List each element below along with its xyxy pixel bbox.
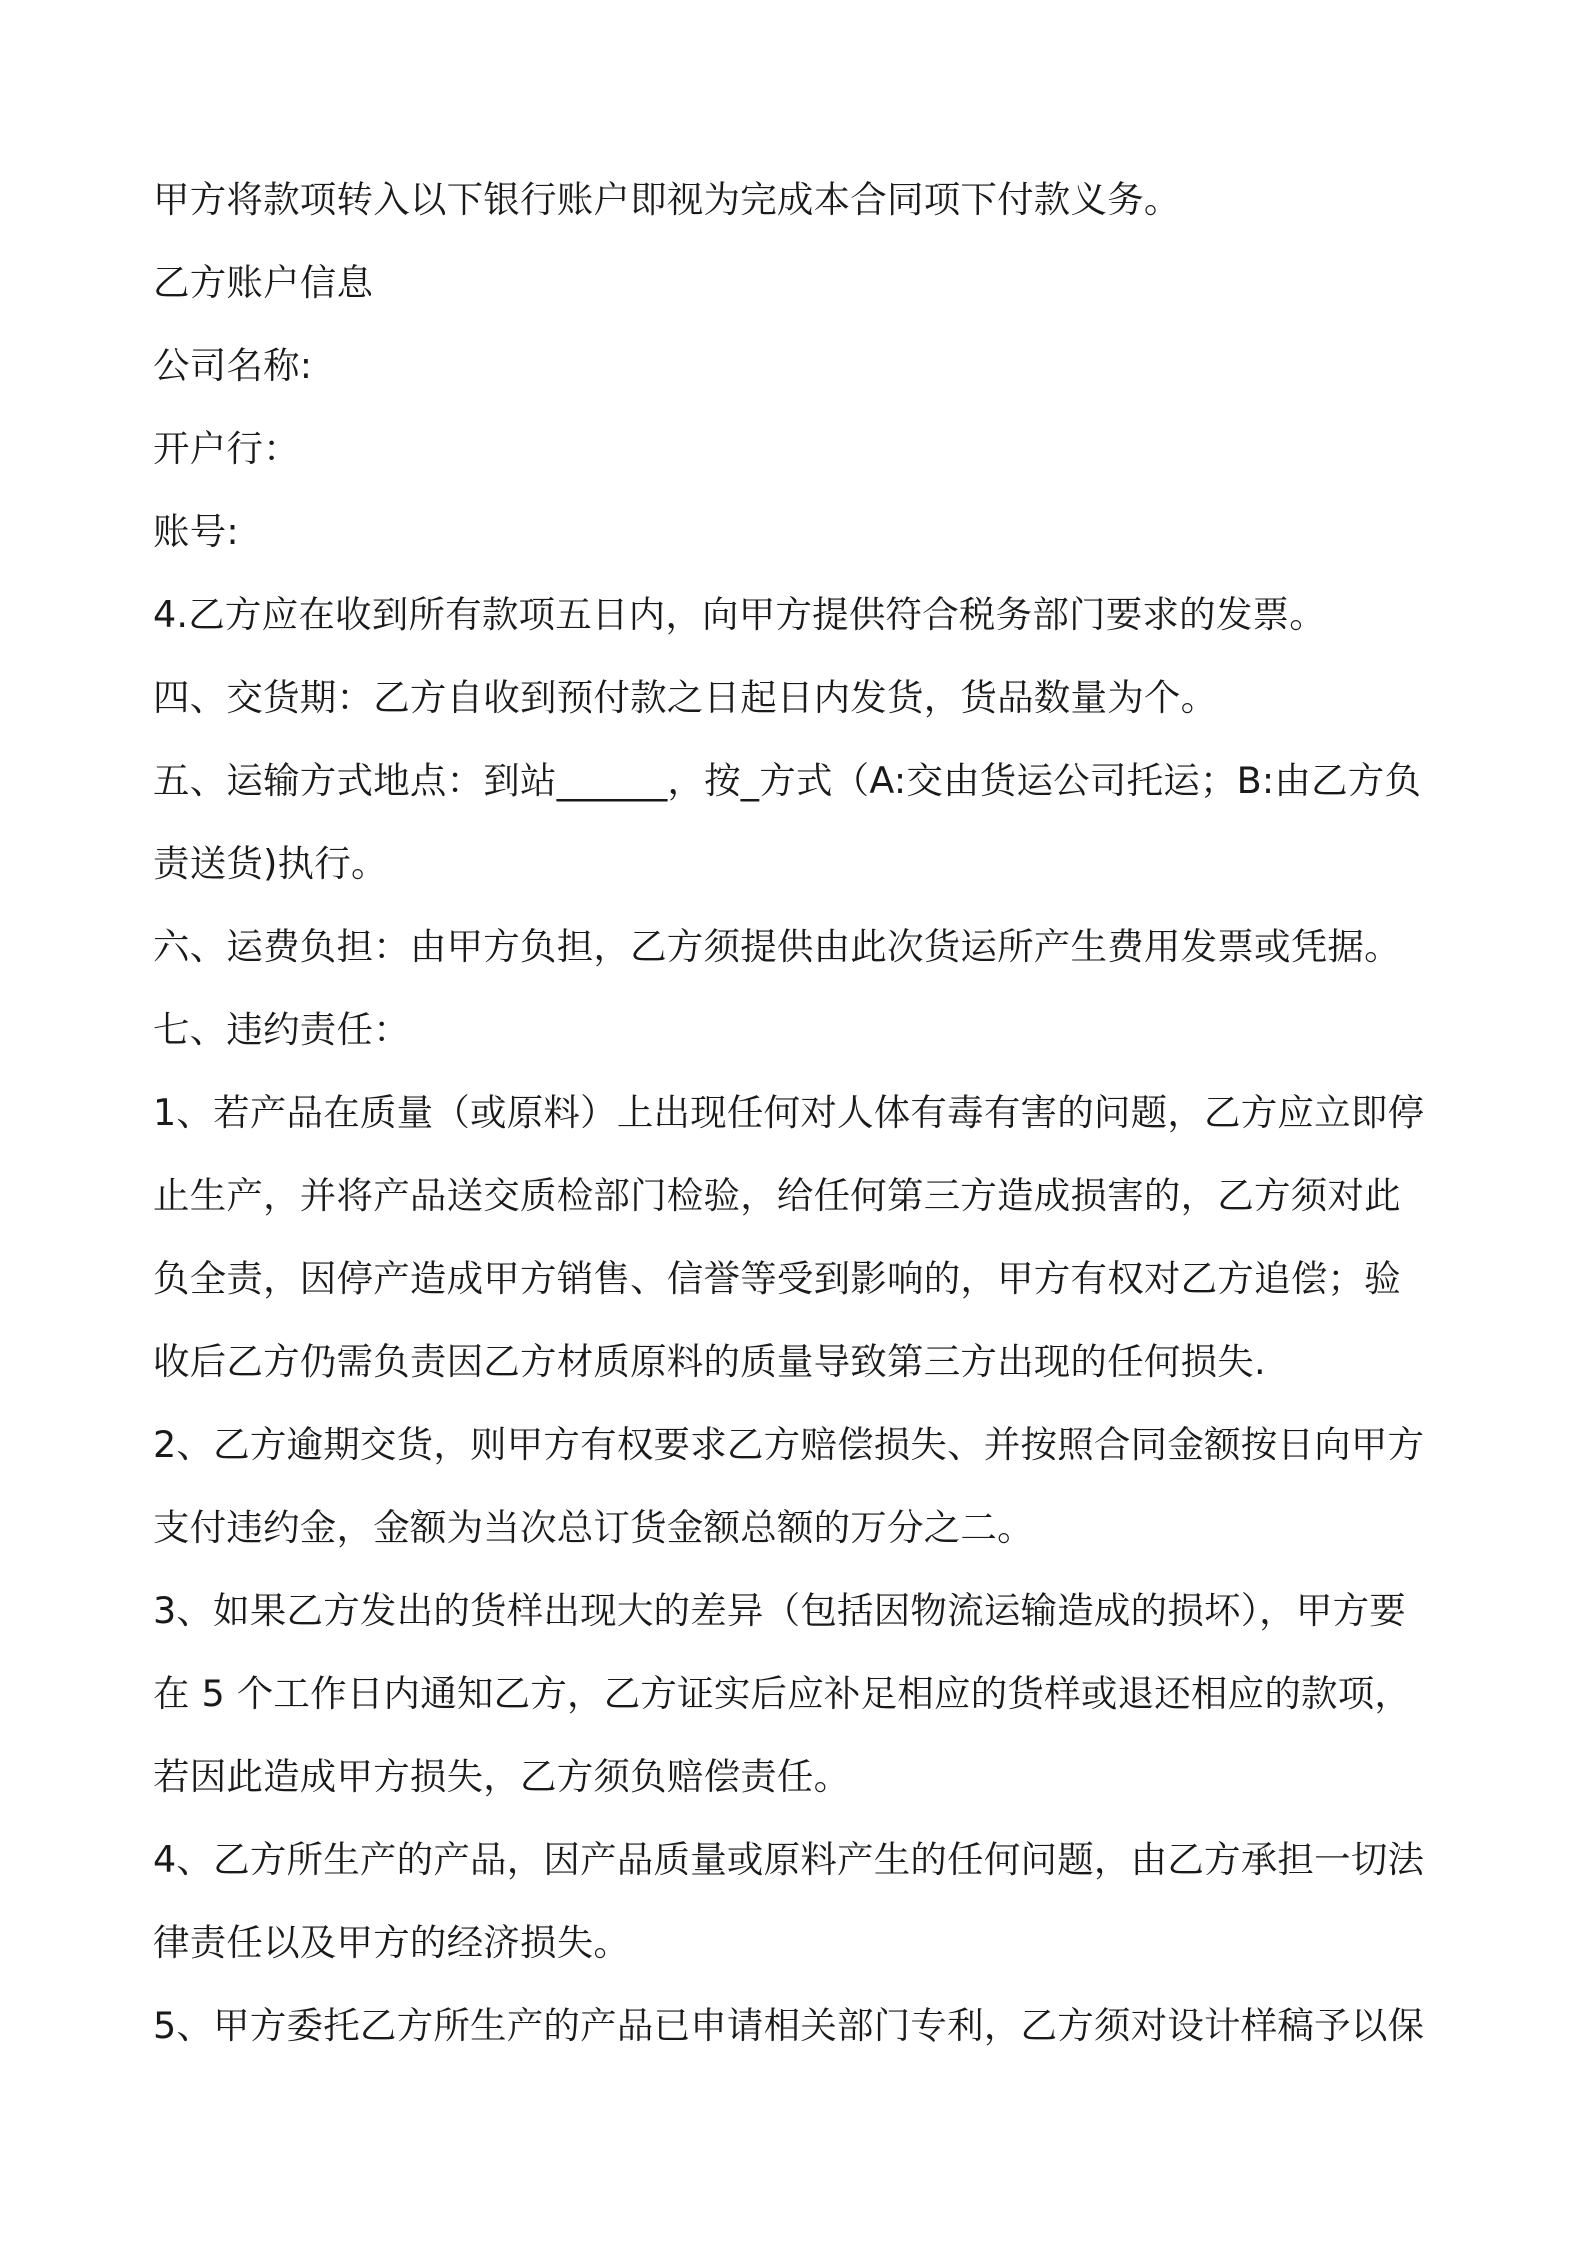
text-line: 甲方将款项转入以下银行账户即视为完成本合同项下付款义务。 bbox=[153, 178, 1181, 221]
text-line: 公司名称: bbox=[153, 344, 313, 387]
paragraph-clause-4 bbox=[153, 1818, 1453, 1984]
text-line: 负全责，因停产造成甲方销售、信誉等受到影响的，甲方有权对乙方追偿；验 bbox=[153, 1257, 1401, 1300]
text-line: 2、乙方逾期交货，则甲方有权要求乙方赔偿损失、并按照合同金额按日向甲方 bbox=[153, 1423, 1425, 1466]
paragraph-transport bbox=[153, 739, 1453, 905]
paragraph-invoice bbox=[153, 573, 1453, 656]
text-line: 责送货)执行。 bbox=[153, 842, 388, 885]
paragraph-clause-2 bbox=[153, 1403, 1453, 1569]
text-line: 止生产，并将产品送交质检部门检验，给任何第三方造成损害的，乙方须对此 bbox=[153, 1174, 1401, 1217]
text-line: 四、交货期：乙方自收到预付款之日起日内发货，货品数量为个。 bbox=[153, 676, 1218, 719]
text-line: 在 5 个工作日内通知乙方，乙方证实后应补足相应的货样或退还相应的款项， bbox=[153, 1672, 1412, 1715]
text-line: 账号: bbox=[153, 510, 239, 553]
text-line: 3、如果乙方发出的货样出现大的差异（包括因物流运输造成的损坏），甲方要 bbox=[153, 1589, 1406, 1632]
paragraph-account-number bbox=[153, 490, 1453, 573]
paragraph-bank bbox=[153, 407, 1453, 490]
paragraph-freight bbox=[153, 905, 1453, 988]
text-line: 六、运费负担：由甲方负担，乙方须提供由此次货运所产生费用发票或凭据。 bbox=[153, 925, 1401, 968]
paragraph-liability-heading bbox=[153, 988, 1453, 1071]
text-line: 1、若产品在质量（或原料）上出现任何对人体有毒有害的问题，乙方应立即停 bbox=[153, 1091, 1425, 1134]
text-line: 若因此造成甲方损失，乙方须负赔偿责任。 bbox=[153, 1755, 851, 1798]
paragraph-delivery-period bbox=[153, 656, 1453, 739]
text-line: 律责任以及甲方的经济损失。 bbox=[153, 1921, 631, 1964]
paragraph-clause-1 bbox=[153, 1071, 1453, 1403]
text-line: 乙方账户信息 bbox=[153, 261, 374, 304]
paragraph-clause-3 bbox=[153, 1569, 1453, 1818]
paragraph-account-info-heading bbox=[153, 241, 1453, 324]
text-line: 五、运输方式地点：到站______，按_方式（A:交由货运公司托运；B:由乙方负 bbox=[153, 759, 1422, 802]
paragraph-company-name bbox=[153, 324, 1453, 407]
text-line: 支付违约金，金额为当次总订货金额总额的万分之二。 bbox=[153, 1506, 1034, 1549]
text-line: 开户行： bbox=[153, 427, 300, 470]
text-line: 4、乙方所生产的产品，因产品质量或原料产生的任何问题，由乙方承担一切法 bbox=[153, 1838, 1425, 1881]
document-body bbox=[153, 158, 1453, 2067]
text-line: 5、甲方委托乙方所生产的产品已申请相关部门专利，乙方须对设计样稿予以保 bbox=[153, 2004, 1425, 2047]
text-line: 收后乙方仍需负责因乙方材质原料的质量导致第三方出现的任何损失. bbox=[153, 1340, 1266, 1383]
paragraph-clause-5 bbox=[153, 1984, 1453, 2067]
text-line: 七、违约责任： bbox=[153, 1008, 410, 1051]
text-line: 4.乙方应在收到所有款项五日内，向甲方提供符合税务部门要求的发票。 bbox=[153, 593, 1326, 636]
paragraph-payment-obligation bbox=[153, 158, 1453, 241]
